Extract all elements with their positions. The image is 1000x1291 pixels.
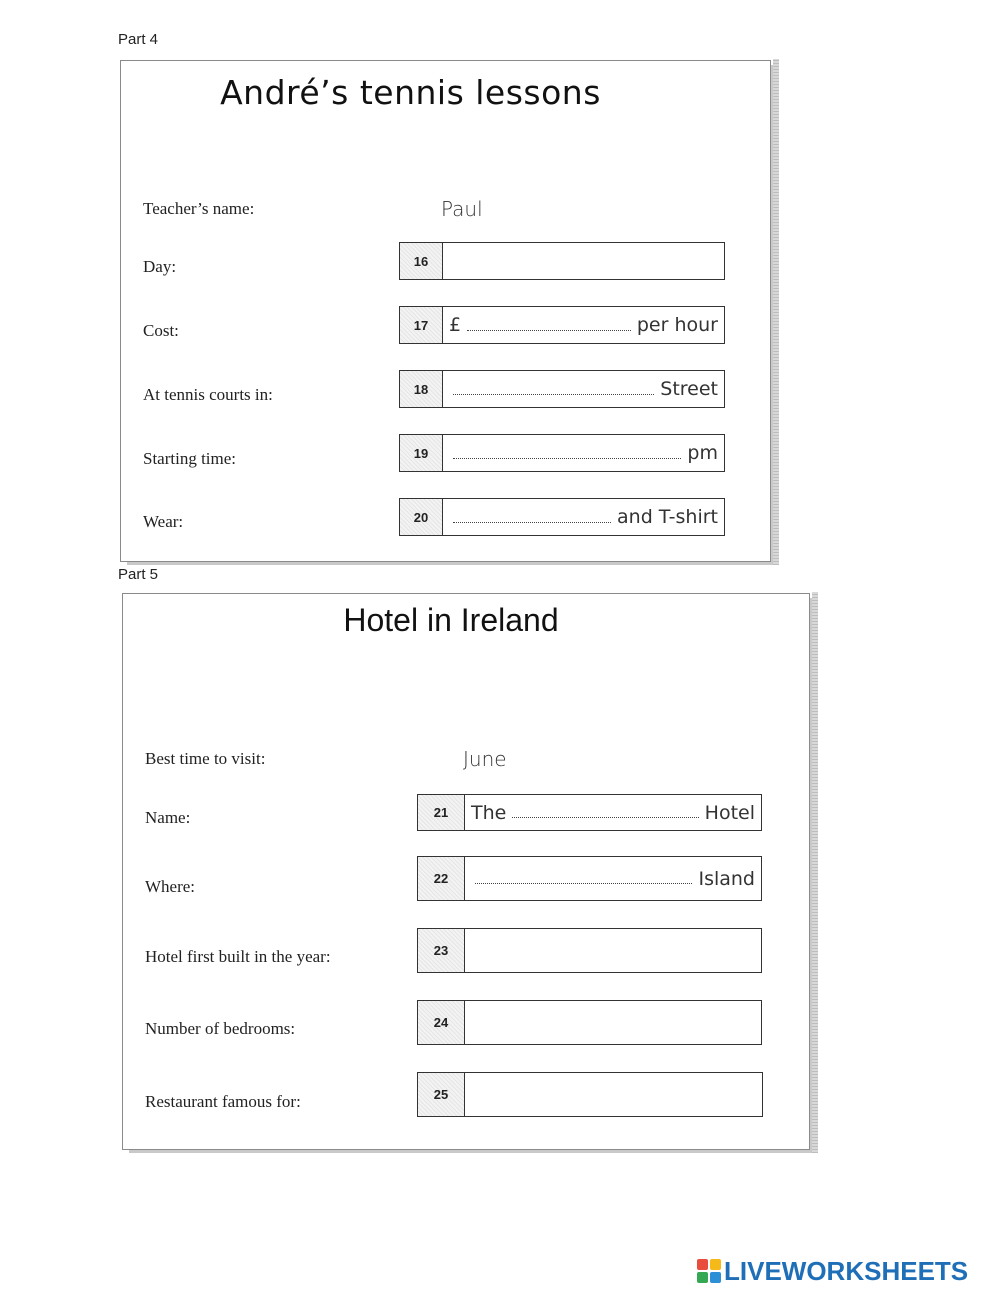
best-time-label: Best time to visit: — [145, 749, 266, 768]
teacher-name-value: Paul — [441, 197, 483, 221]
logo-block — [710, 1272, 721, 1283]
question-number: 18 — [400, 371, 443, 407]
answer-16 — [399, 242, 725, 280]
logo-block — [710, 1259, 721, 1270]
logo-blocks-icon — [697, 1259, 721, 1283]
dotted-line[interactable] — [453, 522, 611, 523]
answer-21 — [417, 794, 762, 831]
dotted-line[interactable] — [467, 330, 631, 331]
answer-field-19[interactable] — [443, 435, 724, 471]
answer-field-23[interactable] — [465, 929, 761, 972]
card-shadow — [812, 592, 818, 1153]
where-label: Where: — [145, 877, 196, 896]
bedrooms-label: Number of bedrooms: — [145, 1019, 296, 1038]
field-suffix: Street — [660, 378, 718, 400]
starting-time-label: Starting time: — [143, 449, 237, 468]
built-year-label: Hotel first built in the year: — [145, 947, 331, 966]
answer-22 — [417, 856, 762, 901]
card-shadow — [773, 59, 779, 565]
answer-field-25[interactable] — [465, 1073, 762, 1116]
answer-field-20[interactable] — [443, 499, 724, 535]
logo-block — [697, 1259, 708, 1270]
field-suffix: and T-shirt — [617, 506, 718, 528]
liveworksheets-logo — [697, 1256, 968, 1286]
question-number: 16 — [400, 243, 443, 279]
hotel-card — [122, 593, 810, 1150]
field-suffix: Island — [698, 867, 755, 890]
question-number: 21 — [418, 795, 465, 830]
answer-field-21[interactable] — [465, 795, 761, 830]
cost-label: Cost: — [143, 321, 179, 340]
answer-field-24[interactable] — [465, 1001, 761, 1044]
best-time-value: June — [463, 747, 507, 771]
logo-text: LIVEWORKSHEETS — [724, 1255, 969, 1286]
dotted-line[interactable] — [453, 394, 654, 395]
field-suffix: Hotel — [704, 801, 755, 824]
courts-label: At tennis courts in: — [143, 385, 273, 404]
question-number: 22 — [418, 857, 465, 900]
dotted-line[interactable] — [475, 883, 692, 884]
logo-block — [697, 1272, 708, 1283]
question-number: 23 — [418, 929, 465, 972]
answer-20 — [399, 498, 725, 536]
answer-18 — [399, 370, 725, 408]
hotel-title: Hotel in Ireland — [343, 602, 559, 638]
answer-23 — [417, 928, 762, 973]
field-prefix: The — [471, 801, 507, 824]
answer-25 — [417, 1072, 763, 1117]
field-suffix: pm — [687, 442, 718, 464]
field-suffix: per hour — [636, 314, 718, 336]
answer-17 — [399, 306, 725, 344]
part-4-label: Part 4 — [118, 31, 159, 48]
field-prefix: £ — [449, 314, 462, 336]
wear-label: Wear: — [143, 512, 184, 531]
answer-19 — [399, 434, 725, 472]
name-label: Name: — [145, 808, 191, 827]
teacher-name-label: Teacher’s name: — [143, 199, 255, 218]
tennis-title: André’s tennis lessons — [220, 73, 601, 112]
answer-field-22[interactable] — [465, 857, 761, 900]
restaurant-label: Restaurant famous for: — [145, 1092, 301, 1111]
question-number: 25 — [418, 1073, 465, 1116]
dotted-line[interactable] — [512, 817, 698, 818]
question-number: 20 — [400, 499, 443, 535]
question-number: 17 — [400, 307, 443, 343]
question-number: 19 — [400, 435, 443, 471]
answer-field-18[interactable] — [443, 371, 724, 407]
day-label: Day: — [143, 257, 177, 276]
answer-field-17[interactable] — [443, 307, 724, 343]
part-5-label: Part 5 — [118, 566, 159, 583]
tennis-lessons-card — [120, 60, 771, 562]
answer-24 — [417, 1000, 762, 1045]
answer-field-16[interactable] — [443, 243, 724, 279]
question-number: 24 — [418, 1001, 465, 1044]
dotted-line[interactable] — [453, 458, 681, 459]
